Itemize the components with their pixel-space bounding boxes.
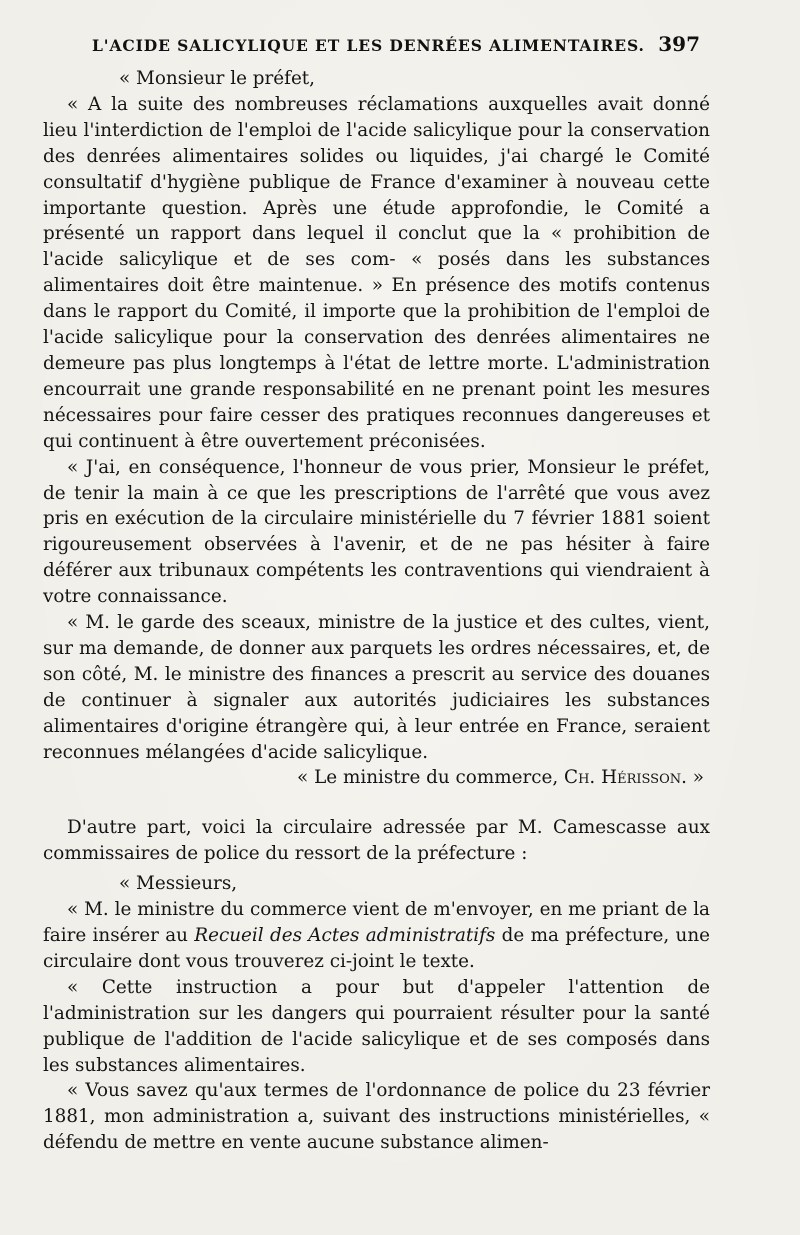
signature <box>43 765 710 791</box>
signature-suffix: . » <box>681 767 704 789</box>
salutation-prefet: « Monsieur le préfet, <box>119 68 316 89</box>
running-title: L'ACIDE SALICYLIQUE ET LES DENRÉES ALIMENTAIRES. <box>92 36 645 55</box>
signature-name: Ch. Hérisson <box>564 767 682 789</box>
paragraph-text: de ma préfecture, une circulaire dont vous trouverez ci-joint le texte. <box>43 925 710 972</box>
paragraph: « Cette instruction a pour but d'appeler l'attention de l'administration sur les dangers qui pourraient résulter pour la santé publique de l'addition de l'acide salicylique et de ses composés dans les substances alimentaires. <box>43 976 710 1076</box>
paragraph: D'autre part, voici la circulaire adressée par M. Camescasse aux commissaires de police du ressort de la préfecture : <box>43 817 710 865</box>
paragraph: « J'ai, en conséquence, l'honneur de vous prier, Monsieur le préfet, de tenir la main à ce que les prescriptions de l'arrêté que vous avez pris en exécution de la circulaire ministérielle du 7 février 1881 soient rigoureusement observées à l'avenir, et de ne pas hésiter à faire déférer aux tribunaux compétents les contraventions qui viendraient à votre connaissance. <box>43 456 710 608</box>
paragraph-text: « M. le ministre du commerce vient de m'envoyer, en me priant de la faire insérer au <box>43 899 710 946</box>
paragraph: « M. le garde des sceaux, ministre de la justice et des cultes, vient, sur ma demande, de donner aux parquets les ordres nécessaires, et, de son côté, M. le ministre des finances a prescrit au service des douanes de continuer à signaler aux autorités judiciaires les substances alimentaires d'origine étrangère qui, à leur entrée en France, seraient reconnues mélangées d'acide salicylique. <box>43 612 710 763</box>
signature-prefix: « Le ministre du commerce, <box>297 767 565 789</box>
salutation-messieurs: « Messieurs, <box>119 873 238 895</box>
page-header <box>92 32 700 58</box>
page-number: 397 <box>658 32 700 56</box>
italic-title: Recueil des Actes administratifs <box>194 925 496 946</box>
paragraph <box>43 897 710 975</box>
body-text <box>43 66 710 1156</box>
paragraph: « Vous savez qu'aux termes de l'ordonnance de police du 23 février 1881, mon administration a, suivant des instructions ministérielles, « défendu de mettre en vente aucune substance alimen- <box>43 1080 710 1154</box>
paragraph: « A la suite des nombreuses réclamations auxquelles avait donné lieu l'interdiction de l'emploi de l'acide salicylique pour la conservation des denrées alimentaires solides ou liquides, j'ai chargé le Comité consultatif d'hygiène publique de France d'examiner à nouveau cette importante question. Après une étude approfondie, le Comité a présenté un rapport dans lequel il conclut que la « prohibition de l'acide salicylique et de ses com- « posés dans les substances alimentaires doit être maintenue. » En présence des motifs contenus dans le rapport du Comité, il importe que la prohibition de l'emploi de l'acide salicylique pour la conservation des denrées alimentaires ne demeure pas plus longtemps à l'état de lettre morte. L'administration encourrait une grande responsabilité en ne prenant point les mesures nécessaires pour faire cesser des pratiques reconnues dangereuses et qui continuent à être ouvertement préconisées. <box>43 93 710 452</box>
